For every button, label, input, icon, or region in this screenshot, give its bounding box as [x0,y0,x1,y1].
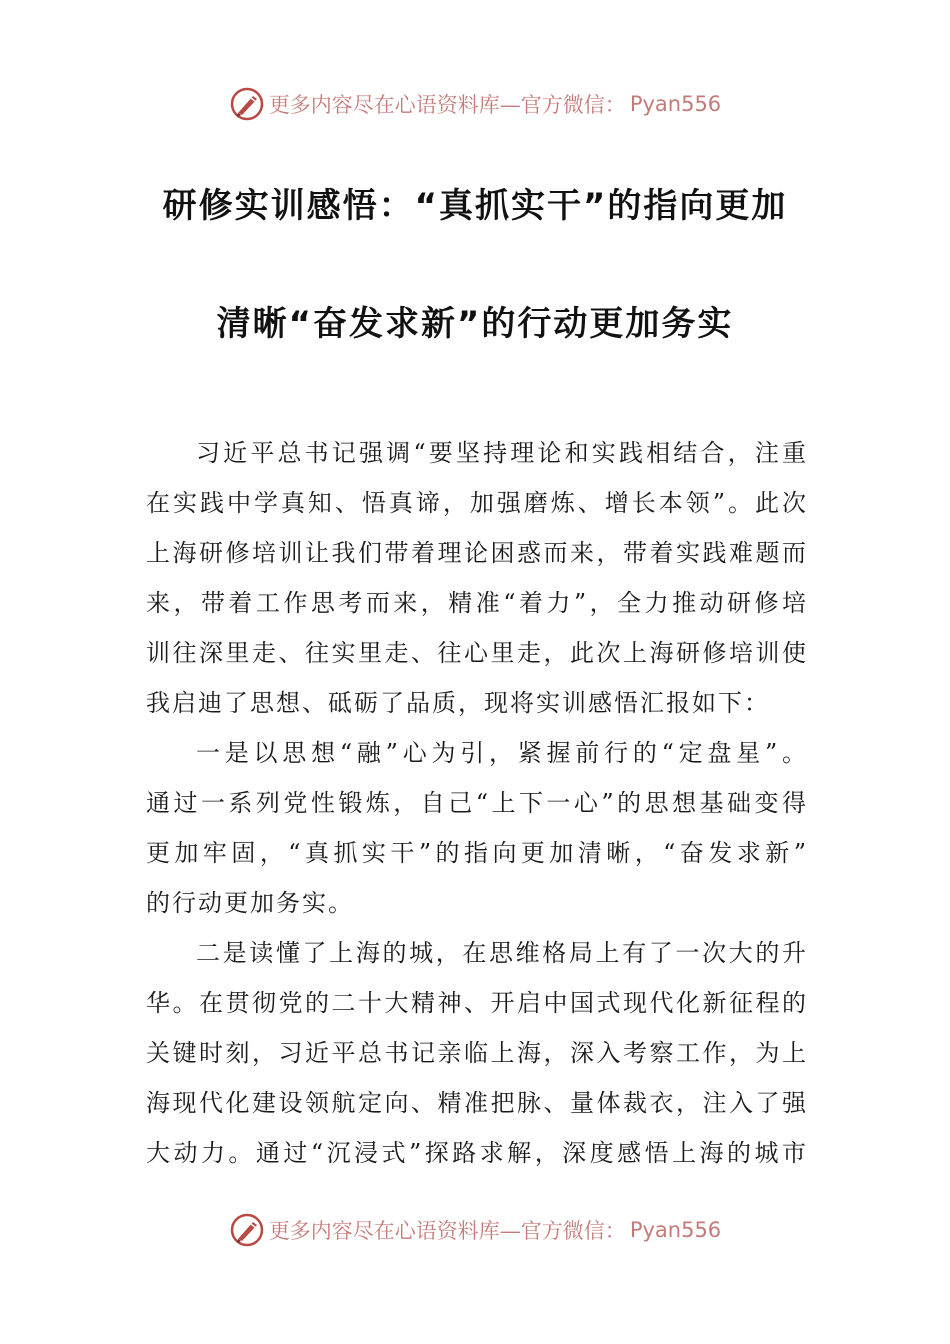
watermark-text: 更多内容尽在心语资料库—官方微信： [268,93,626,117]
body-line: 通过一系列党性锻炼，自己“上下一心”的思想基础变得 [146,789,806,817]
document-title-line-2: 清晰“奋发求新”的行动更加务实 [216,304,734,344]
body-line: 训往深里走、往实里走、往心里走，此次上海研修培训使 [146,639,806,667]
watermark-brand: Pyan556 [629,92,722,116]
body-line: 在实践中学真知、悟真谛，加强磨炼、增长本领”。此次 [146,489,806,517]
pen-logo-icon [229,86,265,122]
footer-watermark [0,1210,950,1250]
watermark-text: 更多内容尽在心语资料库—官方微信： [268,1219,626,1243]
document-title-line-1: 研修实训感悟：“真抓实干”的指向更加 [162,186,788,226]
body-line: 上海研修培训让我们带着理论困惑而来，带着实践难题而 [146,539,806,567]
body-line: 海现代化建设领航定向、精准把脉、量体裁衣，注入了强 [146,1089,806,1117]
body-line: 习近平总书记强调“要坚持理论和实践相结合，注重 [196,439,806,467]
body-line: 大动力。通过“沉浸式”探路求解，深度感悟上海的城市 [146,1139,806,1167]
header-watermark [0,84,950,124]
body-line: 我启迪了思想、砥砺了品质，现将实训感悟汇报如下： [146,689,770,717]
body-line: 华。在贯彻党的二十大精神、开启中国式现代化新征程的 [146,989,806,1017]
body-line: 更加牢固，“真抓实干”的指向更加清晰，“奋发求新” [146,839,806,867]
body-line: 二是读懂了上海的城，在思维格局上有了一次大的升 [196,939,806,967]
document-body [146,428,806,1178]
body-line: 来，带着工作思考而来，精准“着力”，全力推动研修培 [146,589,806,617]
watermark-brand: Pyan556 [629,1218,722,1242]
body-line: 关键时刻，习近平总书记亲临上海，深入考察工作，为上 [146,1039,806,1067]
pen-logo-icon [229,1212,265,1248]
body-line: 一是以思想“融”心为引，紧握前行的“定盘星”。 [196,739,806,767]
body-line: 的行动更加务实。 [146,889,354,917]
